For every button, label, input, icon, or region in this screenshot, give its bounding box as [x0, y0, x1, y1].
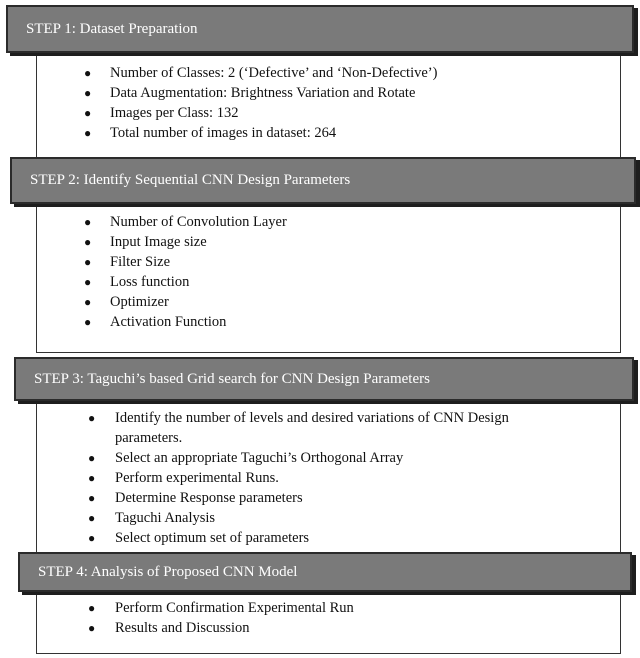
list-item: ● Results and Discussion: [88, 620, 250, 636]
list-item: ● Filter Size: [84, 254, 171, 270]
list-item: ● Input Image size: [84, 234, 207, 250]
list-item: ● Data Augmentation: Brightness Variation and Rotate: [84, 85, 416, 101]
step2-title: STEP 2: Identify Sequential CNN Design Parameters: [30, 172, 351, 188]
step4-title: STEP 4: Analysis of Proposed CNN Model: [38, 563, 298, 580]
list-item: ● Perform experimental Runs.: [88, 470, 279, 486]
list-item: ● Images per Class: 132: [84, 105, 239, 121]
step3-title: STEP 3: Taguchi’s based Grid search for CNN Design Parameters: [34, 370, 430, 387]
list-item: ● Select optimum set of parameters: [88, 530, 310, 546]
step3-list: [88, 408, 558, 548]
list-item: ● Identify the number of levels and desired variations of CNN Design parameters.: [88, 410, 509, 446]
list-item: ● Activation Function: [84, 314, 227, 330]
step3-header: [14, 357, 634, 401]
list-item: ● Number of Classes: 2 (‘Defective’ and ‘Non-Defective’): [84, 65, 438, 81]
list-item: ● Loss function: [84, 274, 190, 290]
list-item: ● Number of Convolution Layer: [84, 214, 287, 230]
step2-header: [10, 157, 636, 204]
step4-header: [18, 552, 632, 592]
step1-header: [6, 5, 634, 53]
step4-list: [88, 598, 558, 638]
list-item: ● Determine Response parameters: [88, 490, 303, 506]
list-item: ● Taguchi Analysis: [88, 510, 216, 526]
step1-list: [84, 63, 604, 143]
list-item: ● Perform Confirmation Experimental Run: [88, 600, 354, 616]
step1-title: STEP 1: Dataset Preparation: [26, 20, 198, 37]
list-item: ● Select an appropriate Taguchi’s Orthogonal Array: [88, 450, 404, 466]
list-item: ● Optimizer: [84, 294, 169, 310]
step2-list: [84, 212, 604, 332]
list-item: ● Total number of images in dataset: 264: [84, 125, 337, 141]
